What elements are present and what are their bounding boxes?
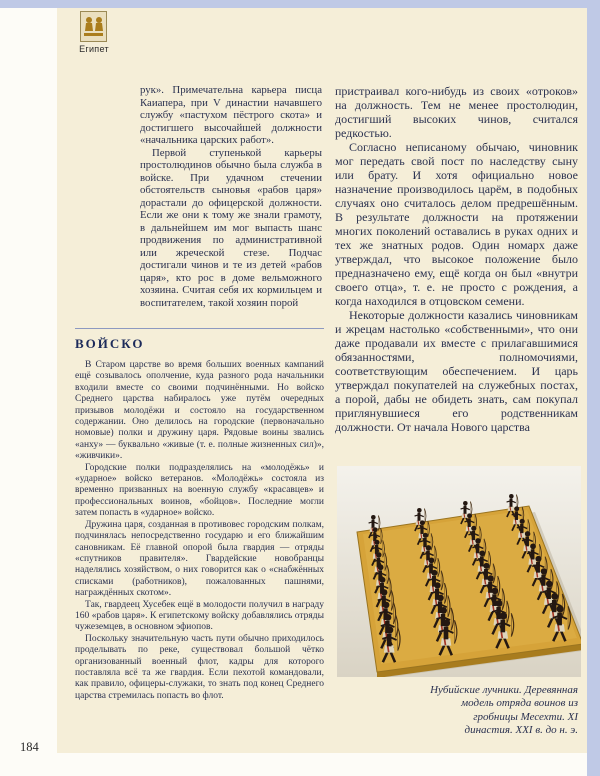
paragraph: Городские полки подразделялись на «молодёжь» и «ударное» войско ветеранов. «Молодёжь» состояла из временно призванных на военную службу «красавцев» и профессиональных воинов, «бойцов». Последние могли затем попасть в «ударное» войско. <box>75 462 324 519</box>
chapter-tab-label: Египет <box>79 44 109 54</box>
paragraph: Первой ступенькой карьеры простолюдинов обычно была служба в войске. При удачном стечении обстоятельств сыновья «рабов царя» дорастали до офицерской должности. Если же они к тому же знали грамоту, в дальнейшем им мог выпасть шанс продвижения по административной или жреческой стезе. Подчас достигали чинов и те из детей «рабов царя», кто рос в доме вельможного хозяина. Считая себя их кормильцем и воспитателем, такой хозяин порой <box>140 146 322 309</box>
section-rule <box>75 328 324 329</box>
page-border-right <box>587 0 600 776</box>
paragraph: Дружина царя, созданная в противовес городским полкам, подчинялась непосредственно государю и его ближайшим сановникам. Её главной опорой была гвардия — отряды «спутников правителя». Гвардейские новобранцы наделялись хозяйством, о них говорится как о «снабжённых списками (работников), пожалованных пашнями, награждённых скотом». <box>75 519 324 599</box>
voisko-section <box>75 328 324 702</box>
figure-caption: Нубийские лучники. Деревянная модель отряда воинов из гробницы Месехти. XI династия. XXI в. до н. э. <box>430 684 578 737</box>
paragraph: Некоторые должности казались чиновникам и жрецам настолько «собственными», что они даже продавали их вместе с прилагавшимися обязанностями, полномочиями, соответствующим обеспечением. И царь утверждал покупателей на служебных постах, а порой, дабы не обидеть знать, сам покупал приглянувшиеся его родственникам должности. От начала Нового царства <box>335 308 578 434</box>
paragraph: Так, гвардеец Хусебек ещё в молодости получил в награду 160 «рабов царя». К египетскому войску добавлялись отряды чужеземцев, в основном эфиопов. <box>75 599 324 633</box>
paragraph: пристраивал кого-нибудь из своих «отроков» на должность. Тем не менее простолюдин, достигший высоких чинов, считался редкостью. <box>335 84 578 140</box>
egypt-chapter-icon <box>80 11 107 42</box>
section-heading-voisko: ВОЙСКО <box>75 336 145 351</box>
paragraph: Согласно неписаному обычаю, чиновник мог передать свой пост по наследству сыну или брату. И хотя официально новое назначение производилось царём, в подобных случаях оно считалось делом предрешённым. В результате должности на протяжении многих поколений оставались в руках одних и тех же знатных родов. Один номарх даже утверждал, что высокое положение было предназначено ему, ещё когда он был «внутри своего отца», т. е. не просто с рождения, а когда находился в отцовском семени. <box>335 140 578 308</box>
paragraph: рук». Примечательна карьера писца Каиапера, при V династии начавшего службу «пастухом пёстрого скота» и достигшего высочайшей должности «начальника царских работ». <box>140 84 322 146</box>
page-border-top <box>0 0 600 8</box>
paragraph: В Старом царстве во время больших военных кампаний ещё созывалось ополчение, куда разного рода начальники входили вместе со своими подчинёнными. Но войско Среднего царства набиралось уже путём очередных призывов молодёжи и состояло на государственном содержании. Оно делилось на городские (первоначально номовые) полки и дружину царя. Рядовые воины звались «анху» — буквально «живые (т. е. полные жизненных сил)», «живчики». <box>75 360 324 462</box>
left-column-intro <box>140 84 322 309</box>
paragraph: Поскольку значительную часть пути обычно приходилось проделывать по реке, существовал большой чётко организованный военный флот, кадры для которого поставляла всё та же гвардия. Если пехотой командовали, как правило, офицеры-служаки, то знать под конец Среднего царства стремилась попасть во флот. <box>75 633 324 701</box>
right-column-text <box>335 84 578 434</box>
nubian-archers-photo <box>337 466 581 677</box>
page-number: 184 <box>20 740 39 754</box>
